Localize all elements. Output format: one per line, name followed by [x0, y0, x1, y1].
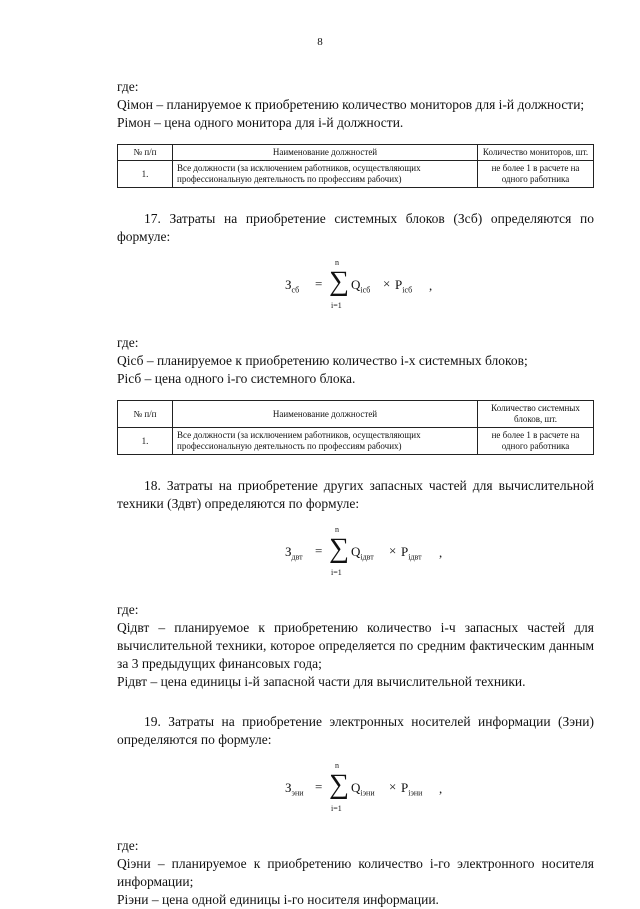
formula-lhs: $З_{эни}$ [285, 780, 304, 798]
formula-p: $P_{iдвт}$ [401, 544, 422, 562]
formula-comma: , [439, 781, 443, 796]
table-header-cell: Количество мониторов, шт. [478, 145, 594, 161]
table-row [118, 428, 594, 455]
formula-system-blocks [117, 254, 594, 324]
table-header-row [118, 401, 594, 428]
table-cell: 1. [118, 161, 173, 188]
table-cell: Все должности (за исключением работников, осуществляющих профессиональную деятельность по профессиям рабочих) [173, 428, 478, 455]
formula-times: × [389, 543, 397, 558]
table-header-cell: № п/п [118, 401, 173, 428]
table-header-cell: Наименование должностей [173, 401, 478, 428]
formula-times: × [383, 276, 391, 291]
system-blocks-table [117, 400, 594, 455]
formula-q: $Q_{iэни}$ [351, 780, 375, 798]
table-cell: не более 1 в расчете на одного работника [478, 161, 594, 188]
table-cell: 1. [118, 428, 173, 455]
formula-storage-media [117, 757, 594, 827]
definition-p-storage-media: Рiэни – цена одной единицы i-го носителя информации. [117, 892, 439, 907]
formula-equals: = [315, 543, 323, 558]
table-header-row [118, 145, 594, 161]
where-label: где: [117, 335, 139, 350]
page-number: 8 [317, 36, 323, 48]
section-19-intro: 19. Затраты на приобретение электронных носителей информации (Зэни) определяются по формуле: [117, 714, 594, 747]
where-label: где: [117, 602, 139, 617]
sum-lower-limit: i=1 [331, 568, 342, 577]
table-header-cell: Наименование должностей [173, 145, 478, 161]
section-18-intro: 18. Затраты на приобретение других запасных частей для вычислительной техники (Здвт) определяются по формуле: [117, 478, 594, 511]
definition-q-system-blocks: Qiсб – планируемое к приобретению количество i-х системных блоков; [117, 353, 528, 368]
document-body [117, 78, 594, 909]
formula-p: $P_{iсб}$ [395, 277, 413, 295]
definition-p-system-blocks: Рiсб – цена одного i-го системного блока. [117, 371, 356, 386]
monitors-table [117, 144, 594, 188]
sigma-icon: ∑ [329, 266, 349, 297]
sigma-icon: ∑ [329, 769, 349, 800]
formula-times: × [389, 779, 397, 794]
formula-equals: = [315, 276, 323, 291]
where-label: где: [117, 838, 139, 853]
definition-q-monitors: Qiмон – планируемое к приобретению количество мониторов для i-й должности; [117, 97, 585, 112]
formula-lhs: $З_{сб}$ [285, 277, 300, 295]
formula-q: $Q_{iдвт}$ [351, 544, 374, 562]
definition-p-spare-parts: Рiдвт – цена единицы i-й запасной части для вычислительной техники. [117, 674, 526, 689]
definition-p-monitors: Рiмон – цена одного монитора для i-й должности. [117, 115, 404, 130]
sum-lower-limit: i=1 [331, 804, 342, 813]
section-17-intro: 17. Затраты на приобретение системных блоков (Зсб) определяются по формуле: [117, 211, 594, 244]
table-row [118, 161, 594, 188]
formula-comma: , [439, 545, 443, 560]
where-label: где: [117, 79, 139, 94]
definition-q-spare-parts: Qiдвт – планируемое к приобретению количество i-ч запасных частей для вычислительной техники, которое определяется по средним фактическим данным за 3 предыдущих финансовых года; [117, 620, 594, 671]
formula-p: $P_{iэни}$ [401, 780, 423, 798]
formula-comma: , [429, 278, 433, 293]
sigma-icon: ∑ [329, 533, 349, 564]
formula-spare-parts [117, 521, 594, 591]
table-cell: не более 1 в расчете на одного работника [478, 428, 594, 455]
formula-q: $Q_{iсб}$ [351, 277, 371, 295]
table-header-cell: Количество системных блоков, шт. [478, 401, 594, 428]
definition-q-storage-media: Qiэни – планируемое к приобретению количество i-го электронного носителя информации; [117, 856, 594, 889]
sum-upper-limit: n [335, 761, 339, 770]
sum-lower-limit: i=1 [331, 301, 342, 310]
sum-upper-limit: n [335, 258, 339, 267]
formula-equals: = [315, 779, 323, 794]
sum-upper-limit: n [335, 525, 339, 534]
table-header-cell: № п/п [118, 145, 173, 161]
formula-lhs: $З_{двт}$ [285, 544, 303, 562]
table-cell: Все должности (за исключением работников, осуществляющих профессиональную деятельность по профессиям рабочих) [173, 161, 478, 188]
